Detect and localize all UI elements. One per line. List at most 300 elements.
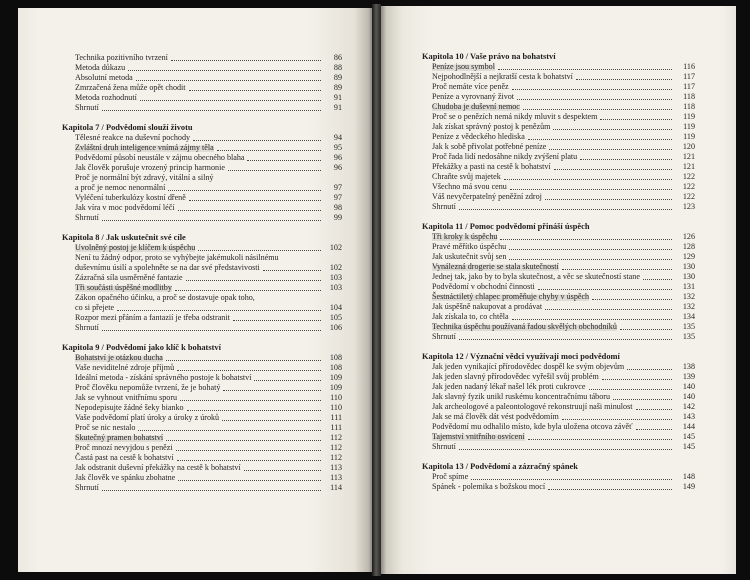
entry-title: Nepodepisujte žádné šeky bianko: [75, 403, 184, 412]
chapter-block: [422, 352, 695, 452]
page-number: 89: [333, 83, 342, 92]
dot-leader: [459, 209, 672, 210]
toc-entry: [62, 293, 342, 303]
toc-entry: [422, 442, 695, 452]
dot-leader: [627, 369, 672, 370]
toc-entry: [62, 283, 342, 293]
toc-entry: [422, 202, 695, 212]
chapter-block: [422, 222, 695, 342]
dot-leader: [102, 490, 321, 491]
toc-entry: [62, 93, 342, 103]
toc-entry: [62, 83, 342, 93]
chapter-block: [422, 52, 695, 212]
dot-leader: [180, 400, 321, 401]
toc-entry: [62, 163, 342, 173]
page-number: 149: [682, 482, 695, 491]
toc-entry: [422, 432, 695, 442]
table-of-contents-left: [62, 53, 342, 503]
toc-entry: [422, 172, 695, 182]
entry-title: Jak jeden vynikající přírodovědec dospěl ke svým objevům: [432, 362, 625, 371]
page-number: 119: [683, 112, 695, 121]
page-number: 113: [330, 463, 342, 472]
dot-leader: [178, 480, 321, 481]
entry-title: Všechno má svou cenu: [432, 182, 507, 191]
entry-title: Shrnutí: [75, 483, 99, 492]
dot-leader: [602, 379, 672, 380]
chapter-heading: Kapitola 13 / Podvědomí a zázračný spánek: [422, 462, 578, 471]
entry-title: Jak k sobě přivolat potřebné peníze: [432, 142, 547, 151]
page-number: 135: [682, 332, 695, 341]
page-number: 118: [683, 92, 695, 101]
entry-title: Jak získat správný postoj k penězům: [432, 122, 551, 131]
page-number: 128: [682, 242, 695, 251]
toc-entry: [422, 152, 695, 162]
entry-title: Skutečný pramen bohatství: [75, 433, 164, 442]
toc-entry-continuation: [62, 183, 342, 193]
entry-title: Jak se vyhnout vnitřnímu sporu: [75, 393, 178, 402]
dot-leader: [228, 170, 321, 171]
page-number: 111: [330, 413, 342, 422]
toc-entry: [62, 443, 342, 453]
dot-leader: [176, 450, 321, 451]
toc-entry: [422, 142, 695, 152]
entry-title: Jak získala to, co chtěla: [432, 312, 509, 321]
dot-leader: [117, 310, 321, 311]
toc-entry: [422, 292, 695, 302]
entry-title: Chudoba je duševní nemoc: [432, 102, 520, 111]
page-number: 108: [329, 353, 342, 362]
dot-leader: [166, 440, 321, 441]
toc-entry: [62, 483, 342, 493]
toc-entry: [62, 463, 342, 473]
page-number: 143: [682, 412, 695, 421]
page-number: 142: [682, 402, 695, 411]
page-number: 117: [683, 72, 695, 81]
toc-entry: [422, 322, 695, 332]
dot-leader: [545, 309, 672, 310]
entry-title: Tělesné reakce na duševní pochody: [75, 133, 191, 142]
entry-title: Vyléčení tuberkulózy kostní dřeně: [75, 193, 186, 202]
dot-leader: [600, 119, 672, 120]
toc-entry: [422, 92, 695, 102]
toc-entry: [422, 72, 695, 82]
toc-entry: [62, 363, 342, 373]
toc-entry: [422, 192, 695, 202]
entry-title: Vaše podvědomí platí úroky a úroky z úroků: [75, 413, 220, 422]
dot-leader: [168, 190, 321, 191]
toc-entry: [62, 423, 342, 433]
entry-title: Proč řada lidí nedosáhne nikdy zvýšení platu: [432, 152, 578, 161]
book-gutter: [372, 4, 381, 576]
toc-entry: [62, 373, 342, 383]
entry-title: Shrnutí: [75, 103, 99, 112]
chapter-block: [422, 462, 695, 492]
entry-title: Metoda rozhodnutí: [75, 93, 137, 102]
page-number: 129: [682, 252, 695, 261]
dot-leader: [636, 429, 672, 430]
toc-entry: [62, 403, 342, 413]
entry-title: Jednej tak, jako by to byla skutečnost, a věc se skutečností stane: [432, 272, 640, 281]
chapter-heading: Kapitola 8 / Jak uskutečnit své cíle: [62, 233, 186, 242]
entry-title-continued: duševnímu úsilí a spolehněte se na dar své představivosti: [75, 263, 260, 272]
page-number: 132: [682, 302, 695, 311]
page-number: 134: [682, 312, 695, 321]
page-number: 116: [683, 62, 695, 71]
chapter-heading: Kapitola 10 / Vaše právo na bohatství: [422, 52, 556, 61]
entry-title: Vaše neviditelné zdroje příjmů: [75, 363, 175, 372]
page-number: 120: [682, 142, 695, 151]
page-number: 126: [682, 232, 695, 241]
dot-leader: [512, 89, 672, 90]
entry-title: Chraňte svůj majetek: [432, 172, 501, 181]
toc-entry: [62, 253, 342, 263]
page-number: 130: [682, 272, 695, 281]
dot-leader: [138, 430, 321, 431]
page-number: 112: [330, 453, 342, 462]
dot-leader: [189, 200, 321, 201]
page-number: 91: [333, 93, 342, 102]
dot-leader: [128, 70, 321, 71]
entry-title: Technika pozitivního tvrzení: [75, 53, 168, 62]
page-number: 102: [329, 243, 342, 252]
entry-title: Zmrzačená žena může opět chodit: [75, 83, 186, 92]
entry-title: Vynálezná drogerie se stala skutečností: [432, 262, 559, 271]
entry-title: Proč mnozí nevyjdou s penězi: [75, 443, 173, 452]
dot-leader: [504, 179, 672, 180]
toc-entry: [422, 272, 695, 282]
dot-leader: [222, 420, 321, 421]
entry-title: Pravé měřítko úspěchu: [432, 242, 507, 251]
dot-leader: [175, 290, 321, 291]
entry-title: Zvláštní druh inteligence vnímá zájmy těla: [75, 143, 214, 152]
toc-entry-continuation: [62, 263, 342, 273]
dot-leader: [186, 280, 321, 281]
page-number: 112: [330, 443, 342, 452]
dot-leader: [509, 259, 672, 260]
entry-title: Proč se nic nestalo: [75, 423, 136, 432]
toc-entry: [422, 132, 695, 142]
page-number: 131: [682, 282, 695, 291]
dot-leader: [613, 399, 672, 400]
page-number: 114: [330, 483, 342, 492]
toc-entry: [422, 282, 695, 292]
dot-leader: [263, 270, 321, 271]
toc-entry: [62, 73, 342, 83]
page-number: 97: [333, 183, 342, 192]
dot-leader: [548, 489, 672, 490]
page-number: 119: [683, 132, 695, 141]
entry-title: Bohatství je otázkou ducha: [75, 353, 163, 362]
chapter-heading: Kapitola 12 / Význační vědci využívají moci podvědomí: [422, 352, 620, 361]
entry-title: Shrnutí: [432, 332, 456, 341]
entry-title: Proč nemáte více peněz: [432, 82, 509, 91]
toc-entry: [62, 473, 342, 483]
chapter-block: [62, 343, 342, 493]
dot-leader: [102, 220, 321, 221]
dot-leader: [592, 299, 672, 300]
toc-entry: [422, 402, 695, 412]
dot-leader: [562, 419, 672, 420]
page-number: 139: [682, 372, 695, 381]
toc-entry: [422, 252, 695, 262]
dot-leader: [247, 160, 321, 161]
toc-entry: [422, 82, 695, 92]
entry-title: Není tu žádný odpor, proto se vyhýbejte jakémukoli násilnému: [75, 253, 279, 262]
entry-title: Ideální metoda - získání správného postoje k bohatství: [75, 373, 252, 382]
page-number: 111: [330, 423, 342, 432]
entry-title: Shrnutí: [75, 213, 99, 222]
dot-leader: [580, 159, 672, 160]
page-number: 96: [333, 163, 342, 172]
toc-entry: [62, 203, 342, 213]
entry-title: Jak úspěšně nakupovat a prodávat: [432, 302, 543, 311]
page-number: 132: [682, 292, 695, 301]
page-number: 88: [333, 63, 342, 72]
page-number: 95: [333, 143, 342, 152]
toc-entry: [62, 53, 342, 63]
page-number: 140: [682, 382, 695, 391]
page-number: 99: [333, 213, 342, 222]
dot-leader: [589, 389, 673, 390]
dot-leader: [512, 319, 672, 320]
page-number: 89: [333, 73, 342, 82]
dot-leader: [553, 129, 672, 130]
page-number: 140: [682, 392, 695, 401]
dot-leader: [517, 99, 672, 100]
page-number: 121: [682, 152, 695, 161]
page-number: 103: [329, 273, 342, 282]
toc-entry: [422, 472, 695, 482]
entry-title: Shrnutí: [432, 202, 456, 211]
entry-title: Tři součásti úspěšné modlitby: [75, 283, 172, 292]
page-number: 118: [683, 102, 695, 111]
dot-leader: [562, 269, 672, 270]
entry-title: Peníze jsou symbol: [432, 62, 495, 71]
toc-entry: [62, 453, 342, 463]
entry-title: Shrnutí: [432, 442, 456, 451]
dot-leader: [620, 329, 672, 330]
toc-entry: [62, 323, 342, 333]
toc-entry: [422, 182, 695, 192]
entry-title: Jak člověk ve spánku zbohatne: [75, 473, 176, 482]
toc-entry: [422, 112, 695, 122]
toc-entry: [62, 133, 342, 143]
dot-leader: [187, 410, 321, 411]
toc-entry: [422, 62, 695, 72]
chapter-heading: Kapitola 11 / Pomoc podvědomí přináší úspěch: [422, 222, 590, 231]
dot-leader: [459, 449, 672, 450]
entry-title: Proč člověku nepomůže tvrzení, že je bohatý: [75, 383, 221, 392]
dot-leader: [171, 60, 321, 61]
page-number: 96: [333, 153, 342, 162]
entry-title: Překážky a pasti na cestě k bohatství: [432, 162, 551, 171]
dot-leader: [510, 189, 672, 190]
toc-entry: [422, 102, 695, 112]
entry-title: Shrnutí: [75, 323, 99, 332]
dot-leader: [528, 439, 673, 440]
entry-title: Nejpohodlnější a nejkratší cesta k bohatství: [432, 72, 573, 81]
dot-leader: [643, 279, 672, 280]
right-page: [381, 6, 736, 574]
toc-entry: [422, 122, 695, 132]
toc-entry: [422, 162, 695, 172]
entry-title: Jak jeden slavný přírodovědec vyřešil svůj problém: [432, 372, 599, 381]
page-number: 86: [333, 53, 342, 62]
page-number: 106: [329, 323, 342, 332]
page-number: 110: [330, 403, 342, 412]
toc-entry: [62, 313, 342, 323]
entry-title: Jak víra v moc podvědomí léčí: [75, 203, 175, 212]
page-number: 130: [682, 262, 695, 271]
page-number: 138: [682, 362, 695, 371]
toc-entry: [422, 362, 695, 372]
page-number: 94: [333, 133, 342, 142]
entry-title: Jak archeologové a paleontologové rekonstruují naši minulost: [432, 402, 633, 411]
entry-title: Jak člověk porušuje vrozený princip harmonie: [75, 163, 225, 172]
entry-title: Jak slavný fyzik unikl ruskému koncentračnímu táboru: [432, 392, 611, 401]
entry-title: Váš nevyčerpatelný peněžní zdroj: [432, 192, 542, 201]
dot-leader: [538, 289, 672, 290]
dot-leader: [500, 239, 672, 240]
page-number: 148: [682, 472, 695, 481]
toc-entry: [422, 332, 695, 342]
toc-entry: [422, 372, 695, 382]
dot-leader: [198, 250, 321, 251]
page-number: 91: [333, 103, 342, 112]
page-number: 98: [333, 203, 342, 212]
chapter-heading: Kapitola 7 / Podvědomí slouží životu: [62, 123, 193, 132]
dot-leader: [102, 110, 321, 111]
toc-entry: [422, 482, 695, 492]
dot-leader: [102, 330, 321, 331]
entry-title-continued: co si přejete: [75, 303, 115, 312]
dot-leader: [509, 249, 672, 250]
dot-leader: [140, 100, 321, 101]
dot-leader: [178, 210, 321, 211]
toc-entry: [62, 353, 342, 363]
dot-leader: [166, 360, 321, 361]
chapter-block: [62, 123, 342, 223]
page-number: 123: [682, 202, 695, 211]
entry-title-continued: a proč je nemoc nenormální: [75, 183, 166, 192]
dot-leader: [459, 339, 672, 340]
toc-entry: [422, 422, 695, 432]
entry-title: Podvědomí v obchodní činnosti: [432, 282, 535, 291]
dot-leader: [177, 370, 321, 371]
page-number: 119: [683, 122, 695, 131]
page-number: 104: [329, 303, 342, 312]
left-page: [18, 8, 372, 572]
entry-title: Tři kroky k úspěchu: [432, 232, 498, 241]
page-number: 109: [329, 383, 342, 392]
toc-entry: [422, 302, 695, 312]
entry-title: Proč je normální být zdravý, vitální a silný: [75, 173, 214, 182]
toc-entry: [62, 193, 342, 203]
toc-entry: [62, 103, 342, 113]
toc-entry: [422, 232, 695, 242]
toc-entry: [62, 243, 342, 253]
page-number: 109: [329, 373, 342, 382]
chapter-block: [62, 233, 342, 333]
entry-title: Zázračná síla usměrněné fantazie: [75, 273, 183, 282]
toc-entry: [62, 413, 342, 423]
page-number: 110: [330, 393, 342, 402]
page-number: 97: [333, 193, 342, 202]
entry-title: Metoda důkazu: [75, 63, 126, 72]
entry-title: Absolutní metoda: [75, 73, 133, 82]
toc-entry: [62, 213, 342, 223]
toc-entry-continuation: [62, 303, 342, 313]
dot-leader: [193, 140, 321, 141]
dot-leader: [498, 69, 672, 70]
dot-leader: [554, 169, 672, 170]
entry-title: Uvolněný postoj je klíčem k úspěchu: [75, 243, 196, 252]
toc-entry: [62, 273, 342, 283]
dot-leader: [545, 199, 672, 200]
page-number: 121: [682, 162, 695, 171]
page-number: 135: [682, 322, 695, 331]
entry-title: Proč se o penězích nemá nikdy mluvit s despektem: [432, 112, 598, 121]
page-number: 144: [682, 422, 695, 431]
entry-title: Jak jeden nadaný lékař našel lék proti cukrovce: [432, 382, 586, 391]
chapter-block: [62, 53, 342, 113]
page-number: 102: [329, 263, 342, 272]
dot-leader: [528, 139, 672, 140]
dot-leader: [254, 380, 321, 381]
dot-leader: [471, 479, 672, 480]
table-of-contents-right: [422, 52, 695, 502]
toc-entry: [62, 383, 342, 393]
entry-title: Rozpor mezi přáním a fantazií je třeba odstranit: [75, 313, 230, 322]
entry-title: Podvědomí mu odhalilo místo, kde byla uložena otcova závěť: [432, 422, 633, 431]
page-number: 103: [329, 283, 342, 292]
entry-title: Tajemství vnitřního osvícení: [432, 432, 525, 441]
chapter-heading: Kapitola 9 / Podvědomí jako klíč k bohatství: [62, 343, 221, 352]
entry-title: Častá past na cestě k bohatství: [75, 453, 174, 462]
page-number: 117: [683, 82, 695, 91]
toc-entry: [62, 143, 342, 153]
dot-leader: [233, 320, 321, 321]
page-number: 122: [682, 172, 695, 181]
entry-title: Šestnáctiletý chlapec proměňuje chyby v úspěch: [432, 292, 590, 301]
dot-leader: [549, 149, 672, 150]
page-number: 145: [682, 442, 695, 451]
dot-leader: [136, 80, 321, 81]
page-number: 108: [329, 363, 342, 372]
toc-entry: [422, 382, 695, 392]
dot-leader: [636, 409, 673, 410]
page-number: 105: [329, 313, 342, 322]
dot-leader: [177, 460, 321, 461]
toc-entry: [62, 153, 342, 163]
dot-leader: [576, 79, 672, 80]
page-number: 145: [682, 432, 695, 441]
entry-title: Peníze a vyrovnaný život: [432, 92, 515, 101]
entry-title: Peníze z vědeckého hlediska: [432, 132, 525, 141]
entry-title: Jak odstranit duševní překážky na cestě k bohatství: [75, 463, 241, 472]
toc-entry: [62, 173, 342, 183]
page-number: 122: [682, 182, 695, 191]
toc-entry: [62, 433, 342, 443]
toc-entry: [422, 412, 695, 422]
dot-leader: [223, 390, 321, 391]
entry-title: Technika úspěchu používaná řadou skvělých obchodníků: [432, 322, 617, 331]
dot-leader: [244, 470, 321, 471]
toc-entry: [422, 312, 695, 322]
toc-entry: [422, 262, 695, 272]
toc-entry: [62, 63, 342, 73]
entry-title: Zákon opačného účinku, a proč se dostavuje opak toho,: [75, 293, 255, 302]
